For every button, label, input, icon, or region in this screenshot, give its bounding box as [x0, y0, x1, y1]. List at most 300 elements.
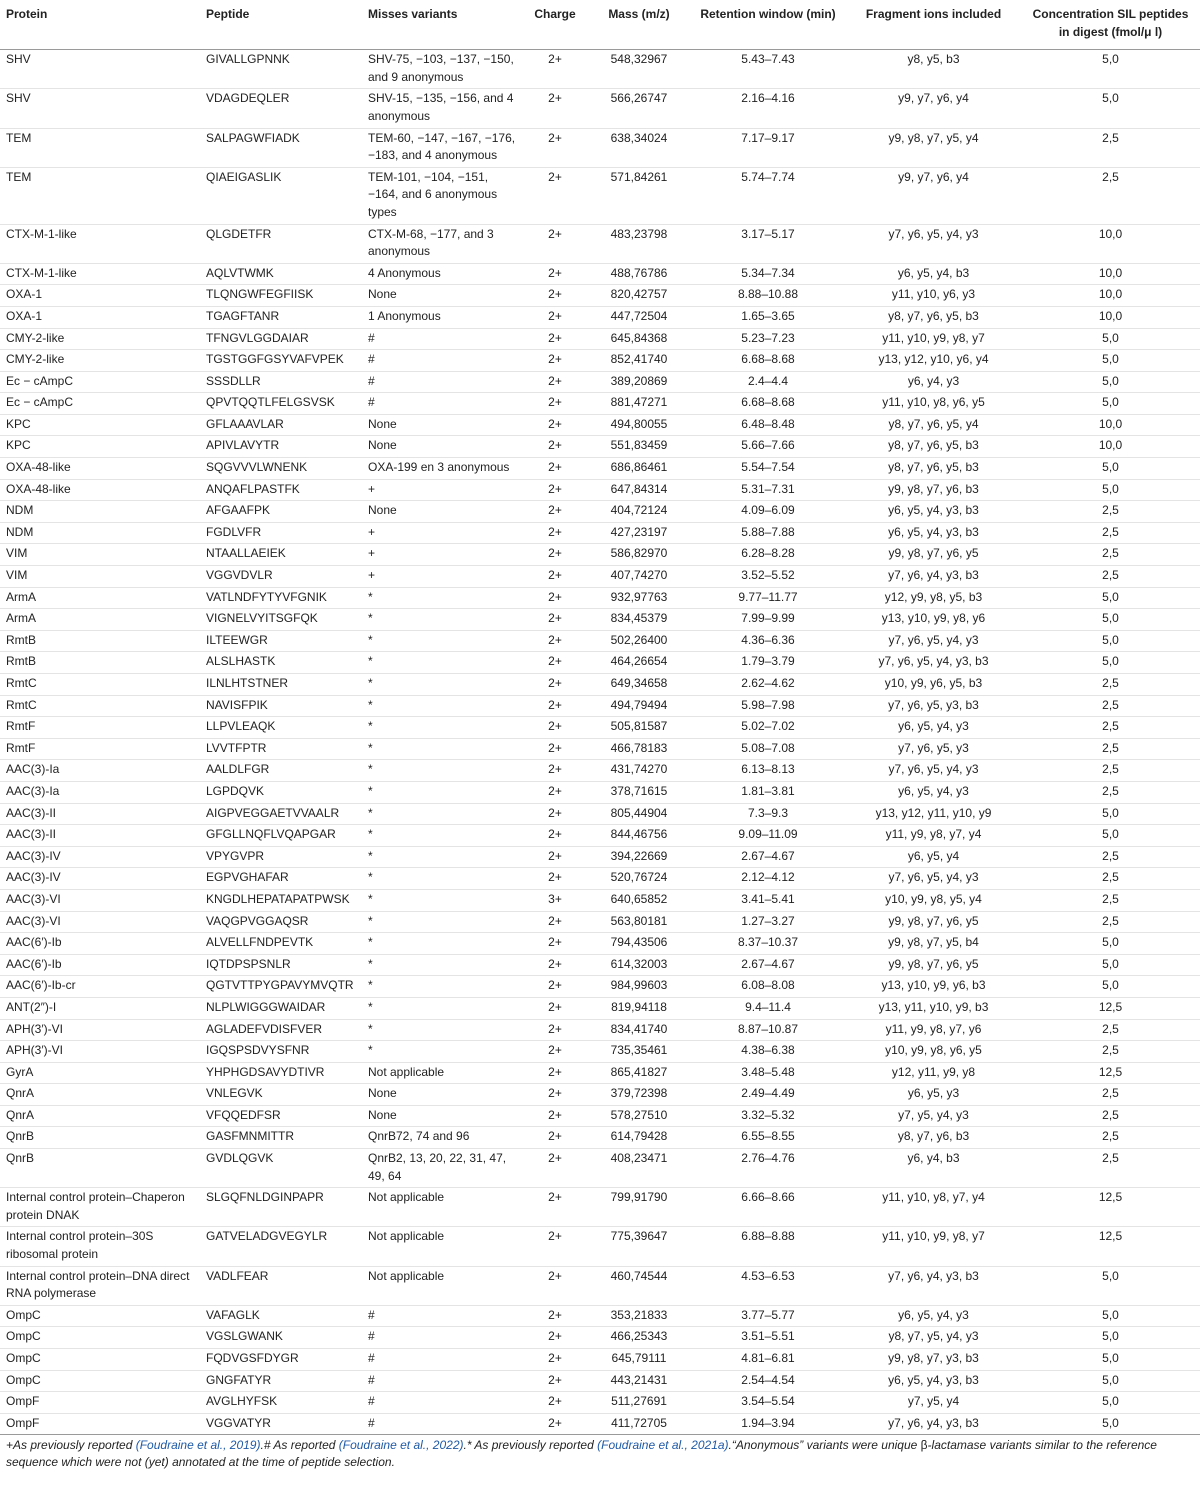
cell-fragment-ions: y13, y12, y11, y10, y9: [846, 803, 1021, 825]
cell-fragment-ions: y9, y8, y7, y6, y5: [846, 954, 1021, 976]
cell-fragment-ions: y10, y9, y8, y5, y4: [846, 889, 1021, 911]
cell-mass: 865,41827: [588, 1062, 690, 1084]
table-row: [0, 1349, 1200, 1371]
cell-charge: 2+: [522, 1305, 588, 1327]
cell-peptide: IQTDPSPSNLR: [200, 954, 362, 976]
cell-sil-concentration: 12,5: [1021, 1062, 1200, 1084]
cell-fragment-ions: y8, y7, y6, y5, b3: [846, 306, 1021, 328]
cell-peptide: VAQGPVGGAQSR: [200, 911, 362, 933]
cell-mass: 638,34024: [588, 128, 690, 167]
cell-peptide: GFGLLNQFLVQAPGAR: [200, 825, 362, 847]
cell-protein: QnrA: [0, 1105, 200, 1127]
cell-protein: SHV: [6, 52, 31, 67]
cell-protein: Internal control protein–DNA direct RNA polymerase: [0, 1266, 200, 1305]
cell-protein: RmtC: [0, 674, 200, 696]
cell-protein: QnrB: [0, 1127, 200, 1149]
cell-retention-window: 5.34–7.34: [690, 263, 846, 285]
cell-misses-variants: +: [362, 566, 522, 588]
cell-misses-variants: *: [362, 738, 522, 760]
cell-retention-window: 7.3–9.3: [690, 803, 846, 825]
cell-fragment-ions: y11, y10, y9, y8, y7: [846, 328, 1021, 350]
cell-fragment-ions: y7, y6, y4, y3, b3: [846, 566, 1021, 588]
cell-retention-window: 9.4–11.4: [690, 997, 846, 1019]
cell-sil-concentration: 5,0: [1021, 825, 1200, 847]
cell-misses-variants: None: [362, 501, 522, 523]
table-row: [0, 479, 1200, 501]
cell-mass: 566,26747: [588, 89, 690, 128]
cell-sil-concentration: 12,5: [1021, 997, 1200, 1019]
cell-fragment-ions: y9, y8, y7, y6, y5: [846, 544, 1021, 566]
cell-retention-window: 3.41–5.41: [690, 889, 846, 911]
cell-retention-window: 5.08–7.08: [690, 738, 846, 760]
cell-sil-concentration: 5,0: [1021, 1266, 1200, 1305]
header-retention-window: Retention window (min): [690, 0, 846, 50]
cell-retention-window: 5.98–7.98: [690, 695, 846, 717]
cell-sil-concentration: 5,0: [1021, 393, 1200, 415]
cell-fragment-ions: y6, y5, y3: [846, 1084, 1021, 1106]
cell-mass: 408,23471: [588, 1149, 690, 1188]
cell-retention-window: 5.74–7.74: [690, 167, 846, 224]
cell-mass: 799,91790: [588, 1188, 690, 1227]
table-row: [0, 167, 1200, 224]
cell-peptide: YHPHGDSAVYDTIVR: [200, 1062, 362, 1084]
footnote-reference-2[interactable]: (Foudraine et al., 2022): [338, 1438, 464, 1453]
cell-mass: 805,44904: [588, 803, 690, 825]
cell-peptide: VADLFEAR: [200, 1266, 362, 1305]
cell-misses-variants: SHV-75, −103, −137, −150, and 9 anonymous: [368, 52, 514, 84]
cell-fragment-ions: y13, y11, y10, y9, b3: [846, 997, 1021, 1019]
cell-sil-concentration: 2,5: [1021, 1041, 1200, 1063]
cell-protein: Ec − cAmpC: [0, 393, 200, 415]
cell-sil-concentration: 2,5: [1021, 717, 1200, 739]
table-row: [0, 350, 1200, 372]
cell-fragment-ions: y8, y7, y5, y4, y3: [846, 1327, 1021, 1349]
cell-misses-variants: #: [362, 1305, 522, 1327]
cell-retention-window: 7.17–9.17: [690, 128, 846, 167]
cell-misses-variants: *: [362, 997, 522, 1019]
footnote-text-2: .# As reported: [260, 1438, 339, 1453]
cell-protein: QnrB: [0, 1149, 200, 1188]
cell-sil-concentration: 2,5: [1021, 911, 1200, 933]
cell-retention-window: 4.36–6.36: [690, 630, 846, 652]
cell-retention-window: 2.67–4.67: [690, 954, 846, 976]
cell-protein: GyrA: [0, 1062, 200, 1084]
cell-protein: AAC(3)-IV: [0, 846, 200, 868]
cell-mass: 548,32967: [610, 52, 668, 67]
cell-mass: 551,83459: [588, 436, 690, 458]
cell-sil-concentration: 2,5: [1021, 781, 1200, 803]
cell-peptide: VGGVATYR: [200, 1413, 362, 1435]
cell-peptide: VGGVDVLR: [200, 566, 362, 588]
cell-misses-variants: #: [362, 1413, 522, 1435]
cell-charge: 2+: [522, 717, 588, 739]
cell-protein: AAC(3)-Ia: [0, 760, 200, 782]
cell-mass: 379,72398: [588, 1084, 690, 1106]
cell-misses-variants: +: [362, 544, 522, 566]
cell-charge: 2+: [522, 868, 588, 890]
cell-peptide: GNGFATYR: [200, 1370, 362, 1392]
cell-peptide: SLGQFNLDGINPAPR: [200, 1188, 362, 1227]
cell-misses-variants: #: [362, 328, 522, 350]
cell-protein: CMY-2-like: [0, 350, 200, 372]
cell-fragment-ions: y9, y8, y7, y6, y5: [846, 911, 1021, 933]
cell-sil-concentration: 10,0: [1021, 436, 1200, 458]
table-row: [0, 1127, 1200, 1149]
cell-peptide: TGSTGGFGSYVAFVPEK: [200, 350, 362, 372]
table-row: [0, 846, 1200, 868]
table-row: [0, 1327, 1200, 1349]
cell-charge: 2+: [522, 501, 588, 523]
cell-peptide: ALSLHASTK: [200, 652, 362, 674]
cell-peptide: APIVLAVYTR: [200, 436, 362, 458]
cell-fragment-ions: y6, y5, y4, y3, b3: [846, 1370, 1021, 1392]
cell-charge: 2+: [522, 911, 588, 933]
cell-retention-window: 2.54–4.54: [690, 1370, 846, 1392]
cell-protein: OXA-1: [0, 306, 200, 328]
cell-mass: 404,72124: [588, 501, 690, 523]
cell-misses-variants: *: [362, 825, 522, 847]
cell-charge: 2+: [548, 52, 562, 67]
table-row: [0, 1105, 1200, 1127]
cell-peptide: AFGAAFPK: [200, 501, 362, 523]
cell-peptide: VDAGDEQLER: [200, 89, 362, 128]
cell-retention-window: 3.32–5.32: [690, 1105, 846, 1127]
cell-charge: 2+: [522, 1266, 588, 1305]
cell-misses-variants: *: [362, 587, 522, 609]
cell-fragment-ions: y9, y8, y7, y6, b3: [846, 479, 1021, 501]
cell-retention-window: 6.68–8.68: [690, 350, 846, 372]
table-body: [0, 50, 1200, 1435]
cell-retention-window: 8.87–10.87: [690, 1019, 846, 1041]
cell-misses-variants: *: [362, 695, 522, 717]
table-row: [0, 544, 1200, 566]
table-row: [0, 587, 1200, 609]
table-row: [0, 1266, 1200, 1305]
cell-fragment-ions: y13, y10, y9, y6, b3: [846, 976, 1021, 998]
cell-charge: 2+: [522, 1105, 588, 1127]
cell-charge: 2+: [522, 846, 588, 868]
cell-protein: ANT(2″)-I: [0, 997, 200, 1019]
cell-protein: OXA-48-like: [0, 479, 200, 501]
cell-fragment-ions: y6, y5, y4, y3: [846, 717, 1021, 739]
cell-charge: 2+: [522, 674, 588, 696]
cell-fragment-ions: y6, y5, y4, y3: [846, 781, 1021, 803]
cell-charge: 2+: [522, 306, 588, 328]
table-row: [0, 933, 1200, 955]
cell-protein: NDM: [0, 501, 200, 523]
cell-retention-window: 1.79–3.79: [690, 652, 846, 674]
cell-fragment-ions: y7, y5, y4: [846, 1392, 1021, 1414]
cell-peptide: GATVELADGVEGYLR: [200, 1227, 362, 1266]
cell-charge: 2+: [522, 1062, 588, 1084]
cell-mass: 488,76786: [588, 263, 690, 285]
cell-retention-window: 5.88–7.88: [690, 522, 846, 544]
cell-charge: 2+: [522, 1227, 588, 1266]
cell-protein: SHV: [0, 89, 200, 128]
cell-retention-window: 4.38–6.38: [690, 1041, 846, 1063]
cell-protein: VIM: [0, 544, 200, 566]
cell-protein: AAC(6′)-Ib: [0, 933, 200, 955]
cell-protein: KPC: [0, 436, 200, 458]
cell-sil-concentration: 2,5: [1021, 501, 1200, 523]
cell-sil-concentration: 2,5: [1021, 1019, 1200, 1041]
table-row: [0, 522, 1200, 544]
cell-peptide: ANQAFLPASTFK: [200, 479, 362, 501]
cell-peptide: VGSLGWANK: [200, 1327, 362, 1349]
cell-misses-variants: *: [362, 933, 522, 955]
cell-protein: ArmA: [0, 609, 200, 631]
cell-mass: 460,74544: [588, 1266, 690, 1305]
cell-mass: 614,79428: [588, 1127, 690, 1149]
cell-fragment-ions: y11, y9, y8, y7, y6: [846, 1019, 1021, 1041]
cell-retention-window: 6.48–8.48: [690, 414, 846, 436]
footnote-text-3: .* As previously reported: [463, 1438, 598, 1453]
cell-misses-variants: *: [362, 803, 522, 825]
cell-protein: APH(3′)-VI: [0, 1041, 200, 1063]
cell-charge: 2+: [522, 976, 588, 998]
cell-sil-concentration: 5,0: [1021, 89, 1200, 128]
cell-peptide: LGPDQVK: [200, 781, 362, 803]
cell-misses-variants: #: [362, 1349, 522, 1371]
cell-retention-window: 2.62–4.62: [690, 674, 846, 696]
cell-mass: 647,84314: [588, 479, 690, 501]
cell-sil-concentration: 2,5: [1021, 760, 1200, 782]
footnote-reference-3[interactable]: (Foudraine et al., 2021a): [597, 1438, 729, 1453]
table-row: [0, 911, 1200, 933]
cell-protein: CMY-2-like: [0, 328, 200, 350]
cell-fragment-ions: y8, y7, y6, y5, b3: [846, 436, 1021, 458]
cell-sil-concentration: 2,5: [1021, 695, 1200, 717]
cell-fragment-ions: y8, y7, y6, y5, b3: [846, 458, 1021, 480]
cell-protein: OXA-1: [0, 285, 200, 307]
cell-protein: KPC: [0, 414, 200, 436]
cell-retention-window: 5.54–7.54: [690, 458, 846, 480]
table-row: [0, 997, 1200, 1019]
cell-peptide: FGDLVFR: [200, 522, 362, 544]
table-row: [0, 652, 1200, 674]
cell-fragment-ions: y7, y6, y5, y4, y3: [846, 224, 1021, 263]
footnote-text-5: -lactamase variants similar to the reference sequence which were not (yet) annotated at the time of peptide selection.: [6, 1438, 1157, 1470]
cell-mass: 852,41740: [588, 350, 690, 372]
cell-sil-concentration: 2,5: [1021, 522, 1200, 544]
cell-mass: 389,20869: [588, 371, 690, 393]
cell-retention-window: 5.43–7.43: [741, 52, 795, 67]
table-row: [0, 458, 1200, 480]
cell-fragment-ions: y7, y6, y5, y3: [846, 738, 1021, 760]
cell-retention-window: 6.28–8.28: [690, 544, 846, 566]
cell-protein: VIM: [0, 566, 200, 588]
cell-sil-concentration: 2,5: [1021, 1105, 1200, 1127]
cell-protein: OmpF: [0, 1413, 200, 1435]
cell-retention-window: 2.4–4.4: [690, 371, 846, 393]
table-row: [0, 976, 1200, 998]
cell-sil-concentration: 5,0: [1021, 371, 1200, 393]
cell-peptide: SSSDLLR: [200, 371, 362, 393]
cell-retention-window: 6.13–8.13: [690, 760, 846, 782]
cell-sil-concentration: 5,0: [1021, 609, 1200, 631]
cell-retention-window: 3.77–5.77: [690, 1305, 846, 1327]
table-row: [0, 128, 1200, 167]
cell-mass: 494,79494: [588, 695, 690, 717]
cell-peptide: FQDVGSFDYGR: [200, 1349, 362, 1371]
cell-mass: 411,72705: [588, 1413, 690, 1435]
cell-sil-concentration: 5,0: [1021, 976, 1200, 998]
cell-retention-window: 2.76–4.76: [690, 1149, 846, 1188]
cell-mass: 502,26400: [588, 630, 690, 652]
cell-charge: 2+: [522, 544, 588, 566]
cell-fragment-ions: y9, y7, y6, y4: [846, 89, 1021, 128]
cell-fragment-ions: y7, y6, y4, y3, b3: [846, 1266, 1021, 1305]
cell-peptide: TGAGFTANR: [200, 306, 362, 328]
cell-fragment-ions: y8, y7, y6, y5, y4: [846, 414, 1021, 436]
cell-peptide: VNLEGVK: [200, 1084, 362, 1106]
cell-sil-concentration: 5,0: [1021, 479, 1200, 501]
cell-misses-variants: #: [362, 1392, 522, 1414]
cell-misses-variants: *: [362, 1019, 522, 1041]
cell-charge: 2+: [522, 1349, 588, 1371]
cell-misses-variants: Not applicable: [362, 1227, 522, 1266]
cell-peptide: AVGLHYFSK: [200, 1392, 362, 1414]
cell-fragment-ions: y6, y5, y4, y3, b3: [846, 522, 1021, 544]
cell-retention-window: 9.77–11.77: [690, 587, 846, 609]
cell-sil-concentration: 2,5: [1021, 544, 1200, 566]
cell-fragment-ions: y6, y5, y4: [846, 846, 1021, 868]
cell-mass: 645,79111: [588, 1349, 690, 1371]
table-row: [0, 889, 1200, 911]
cell-charge: 2+: [522, 760, 588, 782]
cell-mass: 578,27510: [588, 1105, 690, 1127]
cell-protein: AAC(3)-II: [0, 803, 200, 825]
cell-misses-variants: QnrB2, 13, 20, 22, 31, 47, 49, 64: [362, 1149, 522, 1188]
cell-misses-variants: +: [362, 522, 522, 544]
cell-charge: 2+: [522, 458, 588, 480]
table-row: [0, 414, 1200, 436]
cell-fragment-ions: y6, y5, y4, y3, b3: [846, 501, 1021, 523]
table-header-row: [0, 0, 1200, 50]
cell-charge: 2+: [522, 1084, 588, 1106]
table-row: [0, 1227, 1200, 1266]
cell-mass: 819,94118: [588, 997, 690, 1019]
cell-fragment-ions: y13, y10, y9, y8, y6: [846, 609, 1021, 631]
cell-protein: CTX-M-1-like: [0, 263, 200, 285]
cell-charge: 2+: [522, 1413, 588, 1435]
cell-retention-window: 2.12–4.12: [690, 868, 846, 890]
cell-sil-concentration: 2,5: [1021, 128, 1200, 167]
cell-mass: 820,42757: [588, 285, 690, 307]
table-row: [0, 760, 1200, 782]
cell-sil-concentration: 5,0: [1021, 1392, 1200, 1414]
cell-sil-concentration: 2,5: [1021, 868, 1200, 890]
cell-peptide: GASFMNMITTR: [200, 1127, 362, 1149]
cell-fragment-ions: y10, y9, y8, y6, y5: [846, 1041, 1021, 1063]
header-charge: Charge: [522, 0, 588, 50]
footnote-reference-1[interactable]: (Foudraine et al., 2019): [135, 1438, 261, 1453]
cell-fragment-ions: y11, y10, y9, y8, y7: [846, 1227, 1021, 1266]
cell-charge: 2+: [522, 414, 588, 436]
cell-charge: 2+: [522, 89, 588, 128]
cell-protein: AAC(6′)-Ib-cr: [0, 976, 200, 998]
cell-protein: AAC(3)-IV: [0, 868, 200, 890]
cell-peptide: AALDLFGR: [200, 760, 362, 782]
cell-peptide: VFQQEDFSR: [200, 1105, 362, 1127]
cell-sil-concentration: 10,0: [1021, 285, 1200, 307]
cell-protein: OmpC: [0, 1349, 200, 1371]
cell-mass: 844,46756: [588, 825, 690, 847]
table-row: [0, 1149, 1200, 1188]
cell-mass: 563,80181: [588, 911, 690, 933]
cell-sil-concentration: 2,5: [1021, 738, 1200, 760]
cell-sil-concentration: 5,0: [1021, 1413, 1200, 1435]
cell-mass: 881,47271: [588, 393, 690, 415]
footnote-text-1: +As previously reported: [6, 1438, 136, 1453]
cell-fragment-ions: y12, y9, y8, y5, b3: [846, 587, 1021, 609]
cell-misses-variants: None: [362, 436, 522, 458]
cell-protein: RmtC: [0, 695, 200, 717]
cell-mass: 443,21431: [588, 1370, 690, 1392]
cell-protein: OmpC: [0, 1327, 200, 1349]
cell-charge: 2+: [522, 954, 588, 976]
table-row: [0, 393, 1200, 415]
cell-charge: 2+: [522, 393, 588, 415]
cell-protein: ArmA: [0, 587, 200, 609]
cell-misses-variants: *: [362, 889, 522, 911]
cell-charge: 2+: [522, 371, 588, 393]
cell-retention-window: 6.68–8.68: [690, 393, 846, 415]
cell-charge: 2+: [522, 479, 588, 501]
table-row: [0, 825, 1200, 847]
cell-fragment-ions: y7, y6, y5, y4, y3, b3: [846, 652, 1021, 674]
cell-misses-variants: *: [362, 630, 522, 652]
cell-retention-window: 5.66–7.66: [690, 436, 846, 458]
cell-peptide: LVVTFPTR: [200, 738, 362, 760]
cell-protein: TEM: [0, 128, 200, 167]
cell-misses-variants: None: [362, 1105, 522, 1127]
cell-misses-variants: #: [362, 350, 522, 372]
cell-misses-variants: None: [362, 1084, 522, 1106]
table-row: [0, 868, 1200, 890]
cell-sil-concentration: 5,0: [1021, 954, 1200, 976]
cell-retention-window: 8.88–10.88: [690, 285, 846, 307]
cell-fragment-ions: y9, y8, y7, y3, b3: [846, 1349, 1021, 1371]
cell-retention-window: 9.09–11.09: [690, 825, 846, 847]
cell-retention-window: 6.55–8.55: [690, 1127, 846, 1149]
cell-protein: APH(3′)-VI: [0, 1019, 200, 1041]
cell-protein: AAC(3)-VI: [0, 889, 200, 911]
cell-sil-concentration: 2,5: [1021, 889, 1200, 911]
table-row: [0, 609, 1200, 631]
cell-charge: 2+: [522, 1041, 588, 1063]
cell-sil-concentration: 5,0: [1021, 1327, 1200, 1349]
cell-charge: 3+: [522, 889, 588, 911]
cell-protein: AAC(6′)-Ib: [0, 954, 200, 976]
cell-sil-concentration: 2,5: [1021, 1149, 1200, 1188]
cell-charge: 2+: [522, 652, 588, 674]
cell-peptide: AIGPVEGGAETVVAALR: [200, 803, 362, 825]
cell-charge: 2+: [522, 1327, 588, 1349]
cell-mass: 586,82970: [588, 544, 690, 566]
cell-charge: 2+: [522, 436, 588, 458]
cell-sil-concentration: 5,0: [1021, 350, 1200, 372]
cell-protein: NDM: [0, 522, 200, 544]
cell-sil-concentration: 10,0: [1021, 414, 1200, 436]
cell-peptide: SQGVVVLWNENK: [200, 458, 362, 480]
cell-retention-window: 7.99–9.99: [690, 609, 846, 631]
cell-charge: 2+: [522, 224, 588, 263]
table-row: [0, 781, 1200, 803]
cell-peptide: ILTEEWGR: [200, 630, 362, 652]
cell-mass: 511,27691: [588, 1392, 690, 1414]
cell-sil-concentration: 5,0: [1021, 1349, 1200, 1371]
